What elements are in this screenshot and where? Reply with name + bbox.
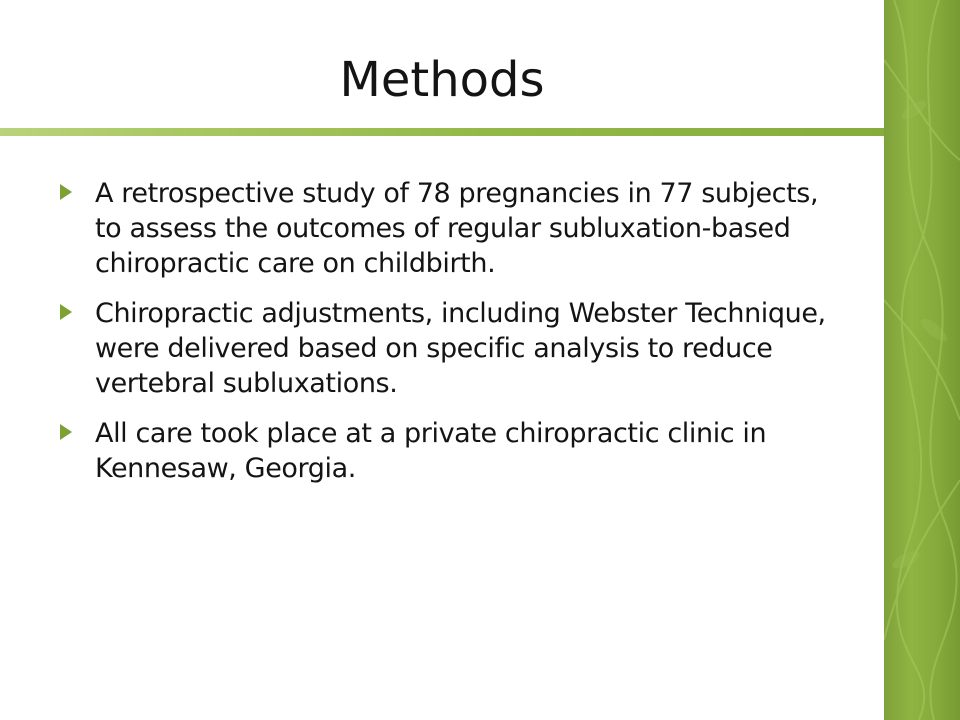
triangle-bullet-icon xyxy=(60,304,72,320)
triangle-bullet-icon xyxy=(60,184,72,200)
bullet-item xyxy=(60,296,830,401)
slide-title: Methods xyxy=(339,52,545,108)
title-divider xyxy=(0,128,884,136)
decorative-side-band xyxy=(884,0,960,720)
bullet-list xyxy=(60,176,830,501)
bullet-item xyxy=(60,416,830,486)
triangle-bullet-icon xyxy=(60,424,72,440)
leaf-pattern-icon xyxy=(884,0,960,720)
bullet-item xyxy=(60,176,830,281)
bullet-text: Chiropractic adjustments, including Webster Technique, were delivered based on specific analysis to reduce vertebral subluxations. xyxy=(95,298,826,399)
bullet-text: All care took place at a private chiropractic clinic in Kennesaw, Georgia. xyxy=(95,418,767,484)
bullet-text: A retrospective study of 78 pregnancies in 77 subjects, to assess the outcomes of regular subluxation-based chiropractic care on childbirth. xyxy=(95,178,819,279)
